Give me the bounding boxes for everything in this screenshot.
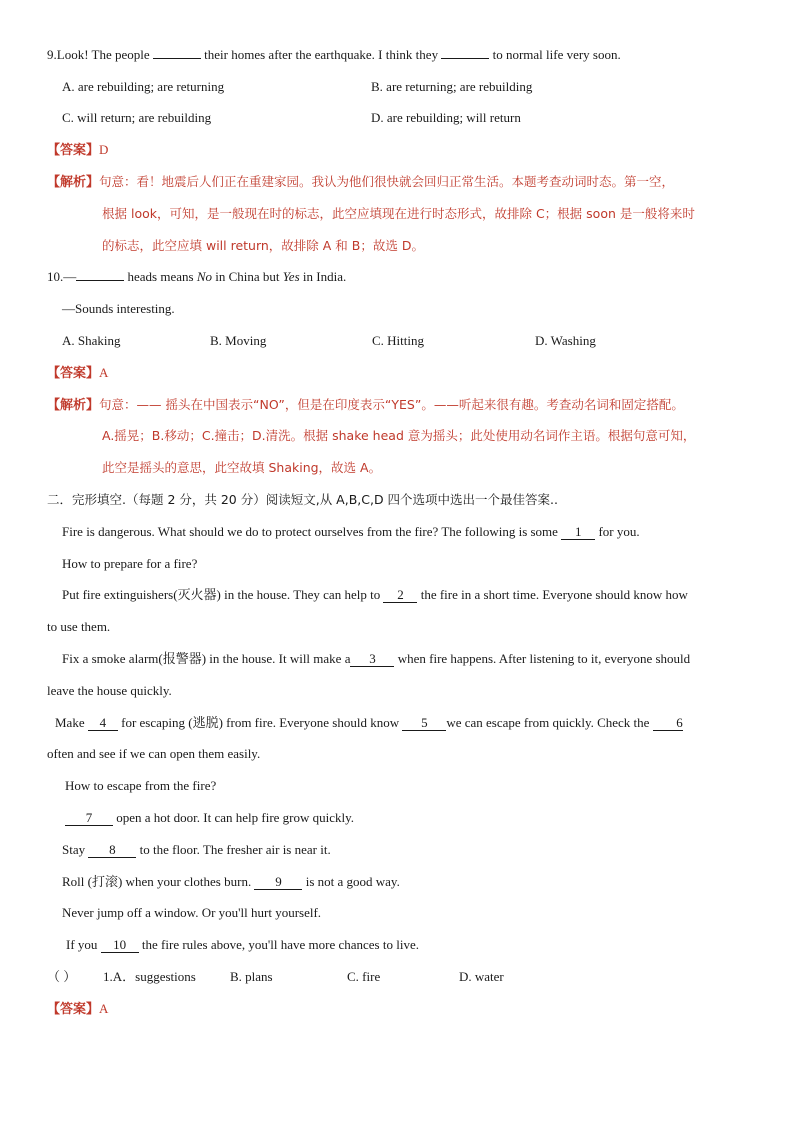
passage-line: Put fire extinguishers(灭火器) in the house. They can help to 2 the fire in a short time. Everyone should know how xyxy=(62,587,688,602)
option-b: B. Moving xyxy=(210,333,267,348)
answer-value: A xyxy=(99,1001,109,1016)
answer-line xyxy=(47,365,108,382)
analysis-line: 【解析】句意：看！地震后人们正在重建家园。我认为他们很快就会回归正常生活。本题考查动词时态。第一空， xyxy=(47,174,675,190)
answer-line xyxy=(47,1001,108,1018)
passage-line: to use them. xyxy=(47,619,111,634)
blank-number: 8 xyxy=(88,843,136,858)
passage-line: Fire is dangerous. What should we do to protect ourselves from the fire? The following is some 1 for you. xyxy=(62,524,640,539)
analysis-line: 的标志，此空应填 will return，故排除 A 和 B；故选 D。 xyxy=(102,238,424,253)
option-b: B. plans xyxy=(230,969,273,984)
blank-number: 1 xyxy=(561,525,595,540)
passage-line: often and see if we can open them easily. xyxy=(47,746,261,761)
passage-line: Make 4 for escaping (逃脱) from fire. Everyone should know 5 we can escape from quickly. Check the 6 xyxy=(55,715,683,730)
analysis-line: 【解析】句意：—— 摇头在中国表示“NO”，但是在印度表示“YES”。——听起来很有趣。考查动名词和固定搭配。 xyxy=(47,397,684,413)
option-a: A. Shaking xyxy=(62,333,121,348)
passage-line: leave the house quickly. xyxy=(47,683,172,698)
analysis-tag: 【解析】 xyxy=(47,398,100,413)
option-c: C. Hitting xyxy=(372,333,425,348)
answer-tag: 【答案】 xyxy=(47,366,100,381)
blank-number: 2 xyxy=(383,588,417,603)
blank xyxy=(441,58,489,59)
option-c: C. will return; are rebuilding xyxy=(62,110,212,125)
option-b: B. are returning; are rebuilding xyxy=(371,79,533,94)
blank-number: 5 xyxy=(402,716,446,731)
blank xyxy=(153,58,201,59)
question-10-stem: 10.— heads means No in China but Yes in India. xyxy=(47,269,347,284)
passage-line: Stay 8 to the floor. The fresher air is near it. xyxy=(62,842,331,857)
analysis-line: 根据 look，可知，是一般现在时的标志，此空应填现在进行时态形式，故排除 C；根据 soon 是一般将来时 xyxy=(102,206,695,221)
blank-number: 9 xyxy=(254,875,302,890)
analysis-line: 此空是摇头的意思，此空故填 Shaking，故选 A。 xyxy=(102,460,382,475)
passage-line: Fix a smoke alarm(报警器) in the house. It will make a 3 when fire happens. After listening to it, everyone should xyxy=(62,651,691,666)
answer-line xyxy=(47,142,108,159)
passage-line: 7 open a hot door. It can help fire grow quickly. xyxy=(65,810,354,826)
blank-number: 10 xyxy=(101,938,139,953)
answer-tag: 【答案】 xyxy=(47,143,100,158)
option-a: A. are rebuilding; are returning xyxy=(62,79,225,94)
reply-line: —Sounds interesting. xyxy=(62,301,175,316)
option-d: D. are rebuilding; will return xyxy=(371,110,521,125)
answer-tag: 【答案】 xyxy=(47,1002,100,1017)
blank-number: 3 xyxy=(350,652,394,667)
question-1-paren: （ ） xyxy=(47,969,77,984)
blank-number: 6 xyxy=(653,716,683,731)
analysis-tag: 【解析】 xyxy=(47,175,100,190)
option-d: D. Washing xyxy=(535,333,596,348)
passage-subheading: How to prepare for a fire? xyxy=(62,556,198,571)
blank-number: 4 xyxy=(88,716,118,731)
blank-number: 7 xyxy=(65,811,113,826)
passage-line: If you 10 the fire rules above, you'll have more chances to live. xyxy=(66,937,419,952)
answer-value: A xyxy=(99,365,109,380)
option-a: 1.A．suggestions xyxy=(103,969,196,984)
section-heading: 二．完形填空.（每题 2 分，共 20 分）阅读短文,从 A,B,C,D 四个选项中选出一个最佳答案.. xyxy=(47,492,558,507)
answer-value: D xyxy=(99,142,109,157)
option-d: D. water xyxy=(459,969,504,984)
passage-line: Roll (打滚) when your clothes burn. 9 is not a good way. xyxy=(62,874,400,889)
blank xyxy=(76,280,124,281)
passage-subheading: How to escape from the fire? xyxy=(65,778,217,793)
analysis-line: A.摇晃；B.移动；C.撞击；D.清洗。根据 shake head 意为摇头；此处使用动名词作主语。根据句意可知， xyxy=(102,428,696,443)
question-9-stem: 9.Look! The people their homes after the earthquake. I think they to normal life very soon. xyxy=(47,47,621,62)
option-c: C. fire xyxy=(347,969,381,984)
passage-line: Never jump off a window. Or you'll hurt yourself. xyxy=(62,905,322,920)
